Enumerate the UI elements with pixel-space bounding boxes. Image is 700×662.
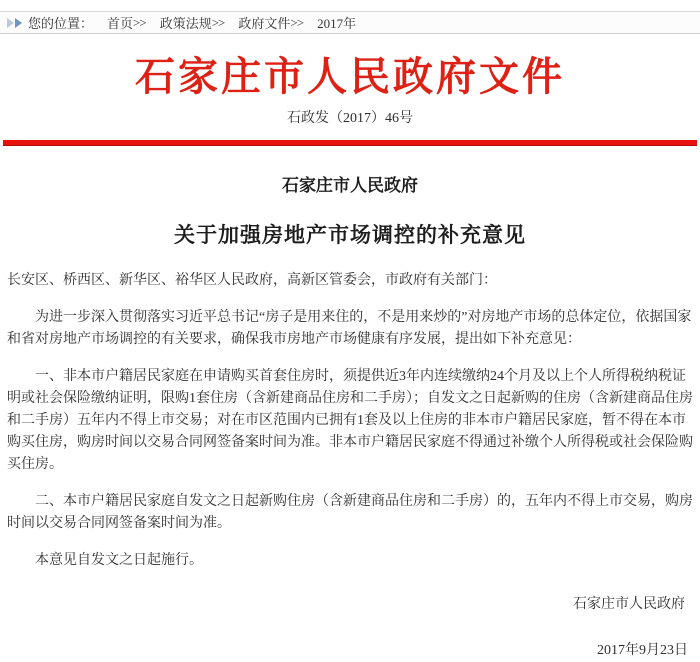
breadcrumb-item-home[interactable]: 首页	[107, 16, 134, 31]
breadcrumb	[0, 11, 700, 34]
salutation-line: 长安区、桥西区、新华区、裕华区人民政府，高新区管委会，市政府有关部门：	[7, 273, 497, 288]
paragraph-item-1: 一、非本市户籍居民家庭在申请购买首套住房时，须提供近3年内连续缴纳24个月及以上个人所得税纳税证明或社会保险缴纳证明，限购1套住房（含新建商品住房和二手房）；自发文之日起新购的住房（含新建商品住房和二手房）五年内不得上市交易；对在市区范围内已拥有1套及以上住房的非本市户籍居民家庭，暂不得在本市购买住房，购房时间以交易合同网签备案时间为准。非本市户籍居民家庭不得通过补缴个人所得税或社会保险购买住房。	[7, 369, 693, 472]
breadcrumb-item-gov-documents[interactable]: 政府文件	[238, 16, 291, 31]
document-content	[0, 171, 700, 662]
paragraph-effective-date: 本意见自发文之日起施行。	[35, 553, 203, 568]
document-masthead	[0, 54, 700, 146]
breadcrumb-item-year-2017[interactable]: 2017年	[317, 16, 357, 31]
document-number: 石政发（2017）46号	[287, 111, 413, 126]
signature-date: 2017年9月23日	[597, 643, 688, 658]
signature-org: 石家庄市人民政府	[573, 597, 685, 612]
breadcrumb-separator: >>	[290, 14, 304, 30]
issuing-org-title: 石家庄市人民政府	[282, 176, 418, 195]
breadcrumb-item-policies[interactable]: 政策法规	[159, 16, 212, 31]
breadcrumb-separator: >>	[133, 14, 146, 30]
document-subject-title: 关于加强房地产市场调控的补充意见	[174, 223, 526, 247]
breadcrumb-separator: >>	[211, 14, 225, 30]
document-body	[0, 270, 700, 662]
paragraph-item-2: 二、本市户籍居民家庭自发文之日起新购住房（含新建商品住房和二手房）的，五年内不得上市交易，购房时间以交易合同网签备案时间为准。	[7, 494, 693, 531]
paragraph-intro: 为进一步深入贯彻落实习近平总书记“房子是用来住的，不是用来炒的”对房地产市场的总体定位，依据国家和省对房地产市场调控的有关要求，确保我市房地产市场健康有序发展，提出如下补充意见：	[7, 310, 692, 347]
breadcrumb-label: 您的位置：	[28, 16, 94, 31]
double-arrow-icon	[7, 18, 22, 28]
red-divider-rule	[3, 140, 697, 146]
masthead-title: 石家庄市人民政府文件	[135, 54, 565, 99]
